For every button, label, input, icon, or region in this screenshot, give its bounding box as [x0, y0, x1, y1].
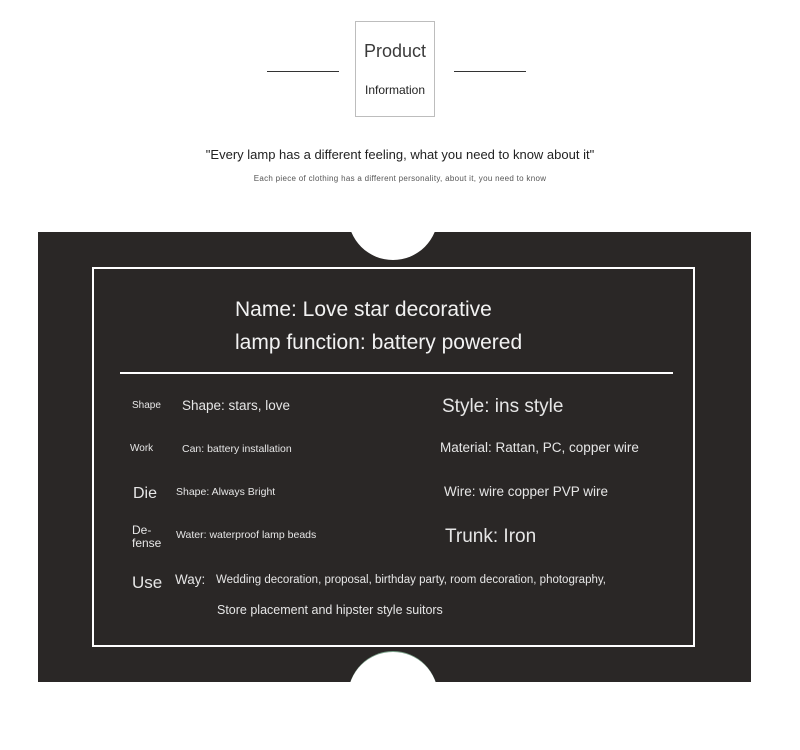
material-value: Material: Rattan, PC, copper wire	[440, 440, 639, 455]
tagline-subtext: Each piece of clothing has a different personality, about it, you need to know	[253, 174, 547, 183]
top-notch	[348, 232, 438, 260]
style-value: Style: ins style	[442, 396, 564, 417]
header-divider	[120, 372, 673, 374]
left-rule	[267, 71, 339, 72]
section-title: Product	[363, 41, 427, 61]
lamp-function: lamp function: battery powered	[235, 331, 523, 354]
row-label-shape: Shape	[132, 400, 161, 411]
defense-label-line-1: De-	[132, 523, 152, 537]
trunk-value: Trunk: Iron	[445, 526, 537, 547]
usage-value-line-1: Wedding decoration, proposal, birthday party, room decoration, photography,	[216, 574, 606, 586]
row-label-use: Use	[132, 573, 163, 592]
info-panel	[38, 232, 751, 682]
install-value: Can: battery installation	[182, 443, 292, 455]
row-label-work: Work	[130, 443, 154, 454]
product-name: Name: Love star decorative	[235, 298, 492, 321]
usage-value-line-2: Store placement and hipster style suitors	[217, 603, 443, 617]
tagline-quote: "Every lamp has a different feeling, what you need to know about it"	[205, 147, 595, 162]
right-rule	[454, 71, 526, 72]
product-title-box	[355, 21, 435, 117]
wire-value: Wire: wire copper PVP wire	[444, 484, 609, 499]
bright-value: Shape: Always Bright	[176, 486, 276, 498]
shape-value: Shape: stars, love	[182, 398, 291, 413]
way-label: Way:	[175, 572, 206, 587]
water-value: Water: waterproof lamp beads	[176, 529, 317, 541]
bottom-notch	[348, 651, 438, 682]
defense-label-line-2: fense	[132, 536, 162, 550]
section-subtitle: Information	[364, 83, 426, 97]
row-label-die: Die	[133, 485, 158, 502]
product-name-block	[235, 293, 522, 359]
row-label-defense	[132, 524, 161, 550]
